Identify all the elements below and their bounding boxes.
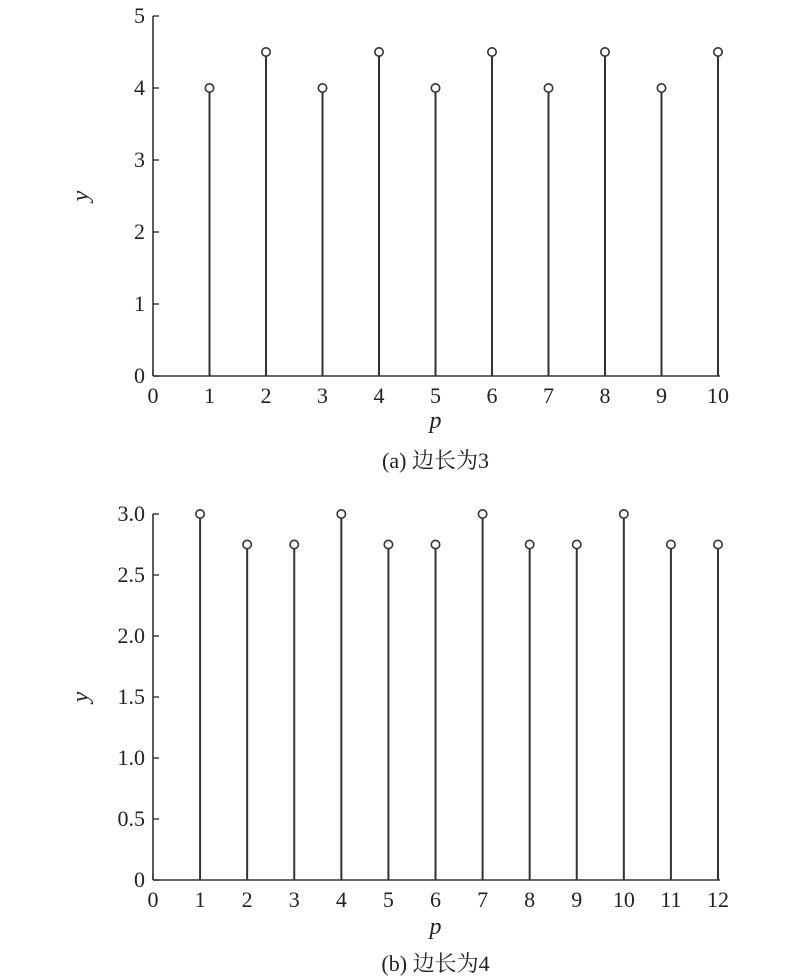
stem-marker — [384, 540, 392, 548]
y-tick-label: 1 — [134, 291, 145, 316]
y-tick-label: 2.0 — [117, 623, 145, 648]
x-tick-label: 8 — [599, 383, 611, 408]
stem-marker — [431, 84, 439, 92]
y-tick-label: 3.0 — [117, 501, 145, 526]
stem-marker — [431, 540, 439, 548]
y-tick-label: 5 — [134, 3, 145, 28]
y-axis-label: y — [68, 691, 94, 703]
y-tick-label: 0 — [134, 363, 145, 388]
stem-marker — [318, 84, 326, 92]
x-tick-label: 3 — [317, 383, 328, 408]
stem-marker — [243, 540, 251, 548]
y-tick-label: 1.5 — [117, 684, 145, 709]
x-tick-label: 2 — [241, 887, 253, 912]
y-tick-label: 2.5 — [117, 562, 145, 587]
chart-a — [68, 3, 729, 473]
x-tick-label: 4 — [335, 887, 347, 912]
x-axis-label: p — [429, 408, 442, 434]
x-tick-label: 0 — [147, 383, 159, 408]
stem-marker — [262, 48, 270, 56]
y-tick-label: 1.0 — [117, 745, 145, 770]
x-tick-label: 5 — [382, 887, 394, 912]
x-tick-label: 9 — [571, 887, 583, 912]
y-tick-label: 0 — [134, 867, 145, 892]
y-tick-label: 2 — [134, 219, 145, 244]
x-tick-label: 8 — [524, 887, 536, 912]
x-tick-label: 1 — [204, 383, 215, 408]
y-tick-label: 0.5 — [117, 806, 145, 831]
stem-marker — [196, 510, 204, 518]
stem-marker — [375, 48, 383, 56]
stem-marker — [573, 540, 581, 548]
stem-marker — [601, 48, 609, 56]
x-tick-label: 6 — [486, 383, 498, 408]
y-tick-label: 4 — [134, 75, 145, 100]
stem-marker — [488, 48, 496, 56]
stem-marker — [667, 540, 675, 548]
stem-marker — [620, 510, 628, 518]
x-tick-label: 3 — [288, 887, 300, 912]
stem-marker — [205, 84, 213, 92]
x-axis-label: p — [429, 914, 442, 940]
x-tick-label: 0 — [147, 887, 159, 912]
x-tick-label: 6 — [430, 887, 441, 912]
y-axis-label: y — [68, 190, 94, 202]
stem-marker — [714, 540, 722, 548]
stem-marker — [714, 48, 722, 56]
x-tick-label: 9 — [656, 383, 667, 408]
stem-marker — [337, 510, 345, 518]
chart-b — [68, 501, 729, 976]
x-tick-label: 10 — [612, 887, 635, 912]
x-tick-label: 12 — [707, 887, 729, 912]
x-tick-label: 7 — [477, 887, 489, 912]
x-tick-label: 10 — [707, 383, 729, 408]
stem-marker — [657, 84, 665, 92]
stem-marker — [290, 540, 298, 548]
chart-caption: (a) 边长为3 — [382, 448, 489, 473]
x-tick-label: 4 — [373, 383, 385, 408]
x-tick-label: 1 — [194, 887, 206, 912]
x-tick-label: 2 — [260, 383, 272, 408]
stem-marker — [525, 540, 533, 548]
stem-marker — [544, 84, 552, 92]
x-tick-label: 5 — [430, 383, 441, 408]
x-tick-label: 11 — [660, 887, 682, 912]
y-tick-label: 3 — [134, 147, 145, 172]
chart-caption: (b) 边长为4 — [381, 951, 490, 976]
stem-marker — [478, 510, 486, 518]
x-tick-label: 7 — [543, 383, 554, 408]
